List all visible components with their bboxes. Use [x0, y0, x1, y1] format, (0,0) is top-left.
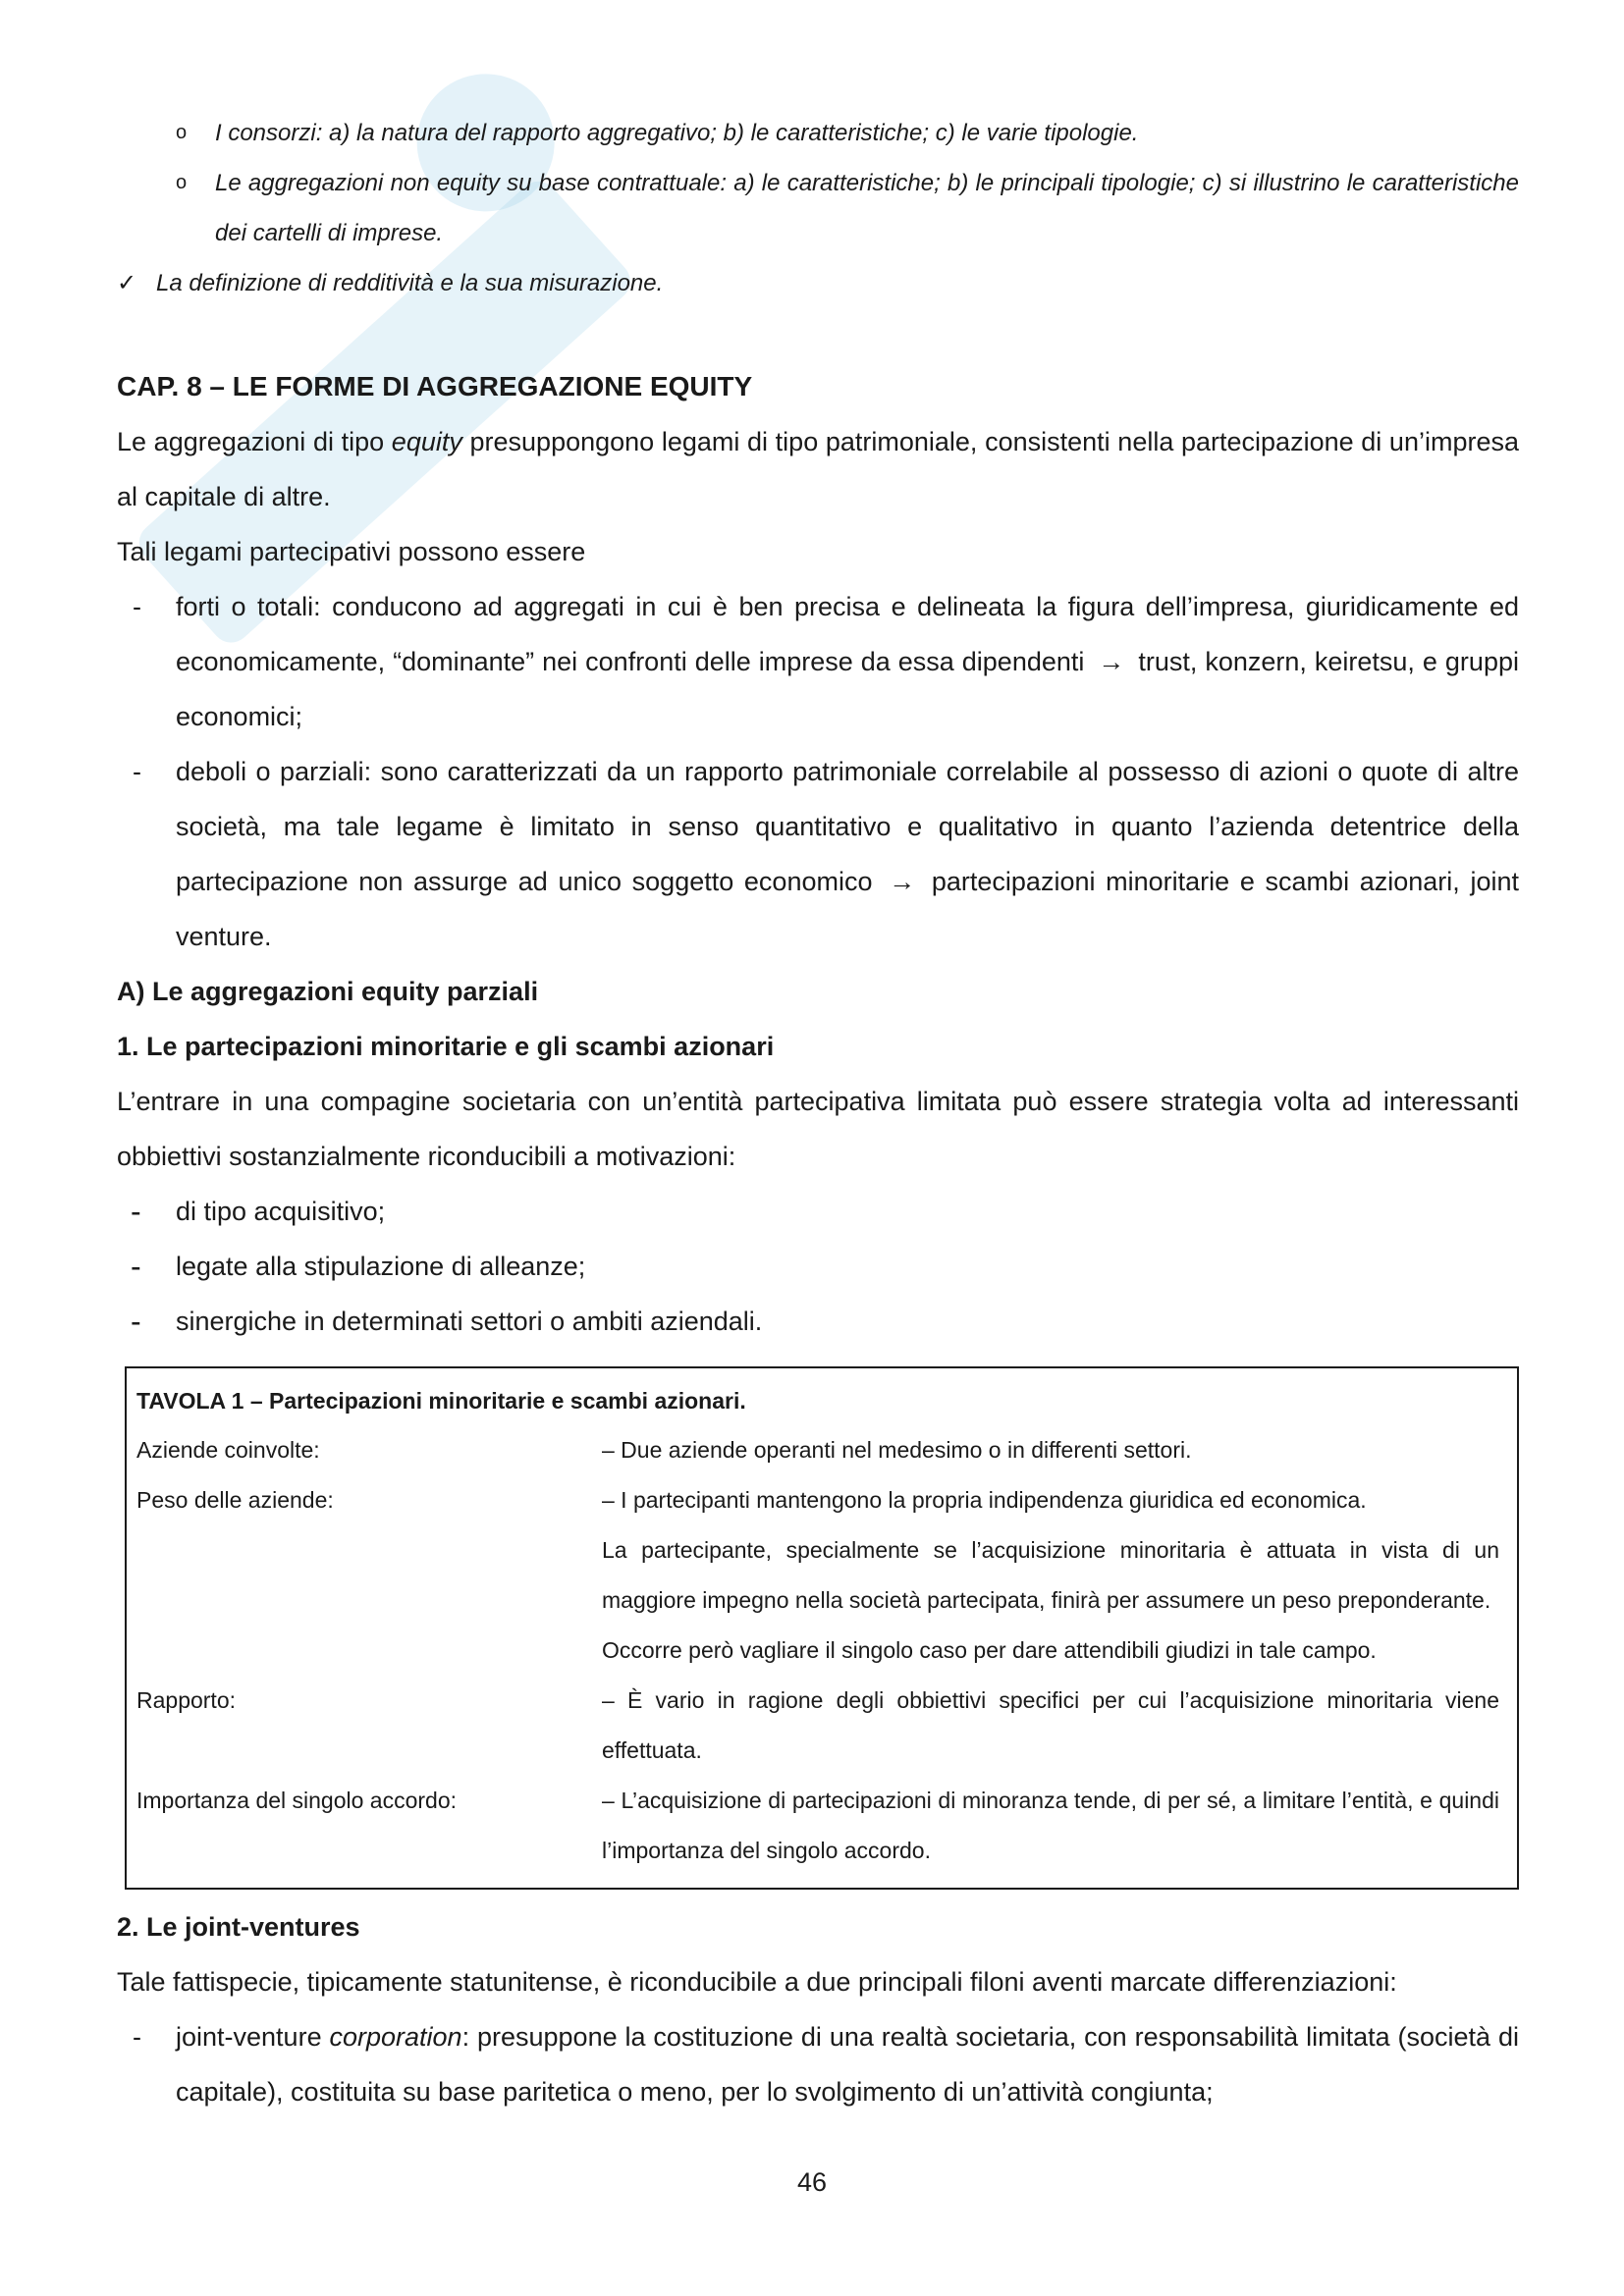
list-text: joint-venture: [176, 2022, 330, 2052]
dash-bullet: -: [133, 757, 141, 786]
table-row: [136, 1425, 1499, 1475]
page-number: 46: [796, 2167, 828, 2197]
list-item: [117, 579, 1519, 744]
list-item: [117, 2009, 1519, 2119]
table-value-line: – L’acquisizione di partecipazioni di minoranza tende, di per sé, a limitare l’entità, e quindi l’importanza del singolo accordo.: [602, 1788, 1499, 1863]
table-label: Peso delle aziende:: [136, 1487, 334, 1513]
sub-list-text: Le aggregazioni non equity su base contrattuale: a) le caratteristiche; b) le principali tipologie; c) si illustrino le caratteristiche dei cartelli di imprese.: [215, 170, 1519, 246]
subsection-title: 1. Le partecipazioni minoritarie e gli scambi azionari: [117, 1032, 775, 1061]
dash-bullet: -: [131, 1194, 141, 1229]
subsection-text: Tale fattispecie, tipicamente statunitense, è riconducibile a due principali filoni aventi marcate differenziazioni:: [117, 1967, 1397, 1997]
list-item: [117, 1294, 1519, 1349]
table-label: Aziende coinvolte:: [136, 1437, 320, 1463]
intro-text: Le aggregazioni di tipo: [117, 427, 392, 456]
list-text: forti o totali: conducono ad aggregati in cui è ben precisa e delineata la figura dell’impresa, giuridicamente ed economicamente, “dominante” nei confronti delle imprese da essa dipendenti: [176, 592, 1519, 676]
list-text: trust, konzern, keiretsu, e gruppi economici;: [176, 647, 1519, 731]
dash-bullet: -: [133, 592, 141, 621]
subsection-text: L’entrare in una compagine societaria con un’entità partecipativa limitata può essere strategia volta ad interessanti obbiettivi sostanzialmente riconducibili a motivazioni:: [117, 1087, 1519, 1171]
table-row: [136, 1776, 1499, 1876]
table-value-line: – Due aziende operanti nel medesimo o in differenti settori.: [602, 1437, 1192, 1463]
chapter-intro: [117, 414, 1519, 524]
bullet-circle-icon: o: [176, 172, 188, 193]
list-text: sinergiche in determinati settori o ambiti aziendali.: [176, 1307, 763, 1336]
table-value-line: – È vario in ragione degli obbiettivi specifici per cui l’acquisizione minoritaria viene effettuata.: [602, 1687, 1499, 1763]
list-text: legate alla stipulazione di alleanze;: [176, 1252, 586, 1281]
chapter-title: CAP. 8 – LE FORME DI AGGREGAZIONE EQUITY: [117, 371, 753, 401]
sub-list-text: I consorzi: a) la natura del rapporto aggregativo; b) le caratteristiche; c) le varie tipologie.: [215, 120, 1139, 146]
links-intro: Tali legami partecipativi possono essere: [117, 537, 586, 566]
table-label: Rapporto:: [136, 1687, 237, 1713]
dash-bullet: -: [133, 2022, 141, 2052]
table-row: [136, 1475, 1499, 1676]
sub-list-item: [117, 108, 1519, 158]
check-list-item: [117, 258, 1519, 308]
list-item: [117, 744, 1519, 964]
subsection-title: 2. Le joint-ventures: [117, 1912, 360, 1942]
arrow-right-icon: →: [889, 867, 916, 896]
page-content: [117, 108, 1519, 2119]
section-title: A) Le aggregazioni equity parziali: [117, 977, 539, 1006]
dash-bullet: -: [131, 1304, 141, 1339]
table-value: [602, 1425, 1499, 1475]
table-row: [136, 1676, 1499, 1776]
dash-bullet: -: [131, 1249, 141, 1284]
intro-text: presuppongono legami di tipo patrimoniale, consistenti nella partecipazione di un’impresa al capitale di altre.: [117, 427, 1519, 511]
table-value-line: La partecipante, specialmente se l’acquisizione minoritaria è attuata in vista di un maggiore impegno nella società partecipata, finirà per assumere un peso preponderante.: [602, 1537, 1499, 1613]
list-item: [117, 1239, 1519, 1294]
table-value: [602, 1676, 1499, 1776]
table-label: Importanza del singolo accordo:: [136, 1788, 458, 1813]
check-list-text: La definizione di redditività e la sua misurazione.: [156, 270, 664, 296]
summary-table: [125, 1366, 1519, 1890]
intro-emphasis: equity: [391, 427, 462, 456]
list-emphasis: corporation: [329, 2022, 462, 2052]
checkmark-icon: ✓: [117, 270, 137, 296]
list-text: partecipazioni minoritarie e scambi azionari, joint venture.: [176, 867, 1519, 951]
table-value-line: Occorre però vagliare il singolo caso per dare attendibili giudizi in tale campo.: [602, 1637, 1377, 1663]
table-title: TAVOLA 1 – Partecipazioni minoritarie e scambi azionari.: [136, 1388, 746, 1414]
arrow-right-icon: →: [1098, 647, 1125, 676]
list-text: di tipo acquisitivo;: [176, 1197, 386, 1226]
table-value-line: – I partecipanti mantengono la propria indipendenza giuridica ed economica.: [602, 1487, 1367, 1513]
list-text: : presuppone la costituzione di una realtà societaria, con responsabilità limitata (società di capitale), costituita su base paritetica o meno, per lo svolgimento di un’attività congiunta;: [176, 2022, 1519, 2107]
table-value: [602, 1776, 1499, 1876]
list-text: deboli o parziali: sono caratterizzati da un rapporto patrimoniale correlabile al possesso di azioni o quote di altre società, ma tale legame è limitato in senso quantitativo e qualitativo in quanto l’azienda detentrice della partecipazione non assurge ad unico soggetto economico: [176, 757, 1519, 896]
table-value: [602, 1475, 1499, 1676]
bullet-circle-icon: o: [176, 122, 188, 143]
sub-list-item: [117, 158, 1519, 258]
list-item: [117, 1184, 1519, 1239]
